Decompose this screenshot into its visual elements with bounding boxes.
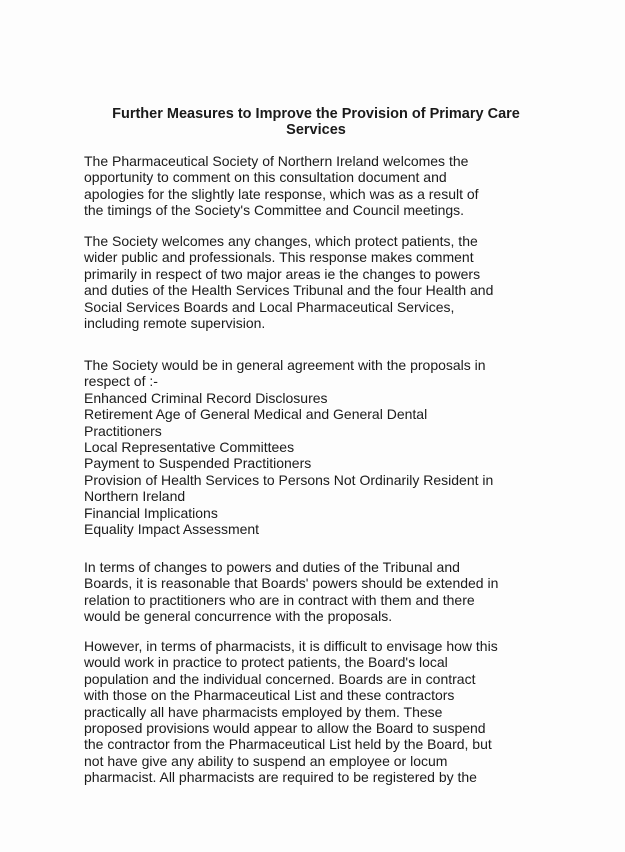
text-line: wider public and professionals. This response makes comment — [84, 249, 474, 266]
text-line: The Society welcomes any changes, which protect patients, the — [84, 233, 478, 249]
paragraph-scope — [84, 233, 524, 331]
text-line: would work in practice to protect patients, the Board's local — [84, 654, 448, 671]
text-line: Social Services Boards and Local Pharmaceutical Services, — [84, 298, 455, 315]
list-item: Retirement Age of General Medical and General Dental — [84, 406, 428, 423]
text-line: with those on the Pharmaceutical List and these contractors — [84, 687, 455, 704]
text-line: The Pharmaceutical Society of Northern Ireland welcomes the — [84, 153, 469, 169]
text-line: would be general concurrence with the proposals. — [84, 608, 393, 625]
list-item: Financial Implications — [84, 504, 218, 521]
text-line: However, in terms of pharmacists, it is difficult to envisage how this — [84, 638, 498, 654]
list-item: Enhanced Criminal Record Disclosures — [84, 389, 328, 406]
document-title — [96, 106, 536, 138]
list-item: Payment to Suspended Practitioners — [84, 455, 312, 472]
list-item: Practitioners — [84, 422, 162, 439]
text-line: The Society would be in general agreement with the proposals in — [84, 357, 486, 373]
list-item: Provision of Health Services to Persons Not Ordinarily Resident in — [84, 471, 494, 488]
paragraph-pharmacists — [84, 638, 524, 786]
title-line-2: Services — [286, 122, 346, 138]
paragraph-agreement-list — [84, 357, 524, 537]
text-line: including remote supervision. — [84, 315, 266, 332]
text-line: primarily in respect of two major areas ie the changes to powers — [84, 265, 481, 282]
text-line: relation to practitioners who are in contract with them and there — [84, 591, 475, 608]
list-item: Equality Impact Assessment — [84, 521, 260, 538]
list-item: Local Representative Committees — [84, 439, 295, 456]
text-line: opportunity to comment on this consultation document and — [84, 169, 447, 186]
paragraph-intro — [84, 153, 524, 219]
text-line: practically all have pharmacists employed by them. These — [84, 703, 443, 720]
text-line: population and the individual concerned. Boards are in contract — [84, 670, 476, 687]
text-line: apologies for the slightly late response, which was as a result of — [84, 185, 479, 202]
title-line-1: Further Measures to Improve the Provision of Primary Care — [112, 106, 520, 122]
paragraph-tribunal — [84, 559, 524, 625]
text-line: respect of :- — [84, 373, 158, 390]
list-item: Northern Ireland — [84, 488, 186, 505]
text-line: not have give any ability to suspend an employee or locum — [84, 752, 448, 769]
text-line: pharmacist. All pharmacists are required to be registered by the — [84, 769, 477, 786]
text-line: Boards, it is reasonable that Boards' powers should be extended in — [84, 575, 499, 592]
text-line: the contractor from the Pharmaceutical List held by the Board, but — [84, 736, 492, 753]
text-line: the timings of the Society's Committee and Council meetings. — [84, 202, 465, 219]
text-line: and duties of the Health Services Tribunal and the four Health and — [84, 282, 494, 299]
text-line: proposed provisions would appear to allow the Board to suspend — [84, 720, 486, 737]
text-line: In terms of changes to powers and duties of the Tribunal and — [84, 559, 460, 575]
